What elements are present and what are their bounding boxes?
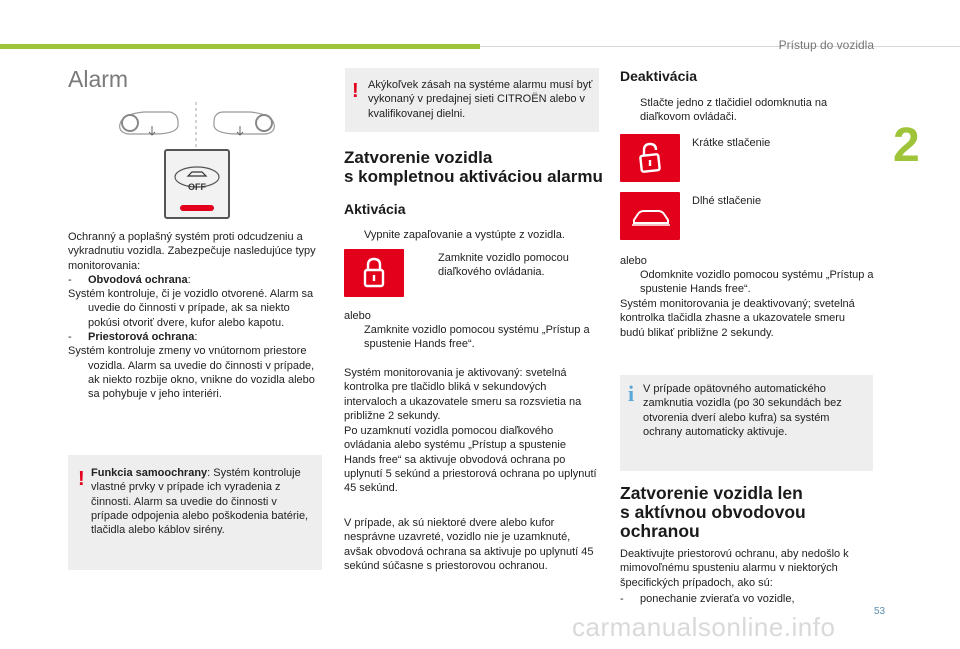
perimeter-label: Obvodová ochrana	[88, 273, 188, 286]
header-accent-bar	[0, 44, 480, 49]
activation-step-2: Zamknite vozidlo pomocou systému „Prístup a spustenie Hands free“.	[364, 324, 590, 351]
section-title: Prístup do vozidla	[778, 38, 874, 52]
perimeter-only-heading: Zatvorenie vozidla len s aktívnou obvodovou ochranou	[620, 483, 806, 541]
lock-button	[344, 249, 404, 297]
info-icon: i	[628, 381, 635, 406]
deactivation-step-2: Odomknite vozidlo pomocou systému „Prístup a spustenie Hands free“.	[640, 269, 874, 296]
perimeter-only-bullet: - ponechanie zvieraťa vo vozidle,	[620, 593, 795, 605]
auto-relock-info-text: V prípade opätovného automatického zamknutia vozidla (po 30 sekundách bez otvorenia dverí alebo kufra) sa systém ochrany automaticky aktivuje.	[643, 383, 842, 438]
page-number: 53	[874, 606, 886, 617]
deactivation-info: Systém monitorovania je deaktivovaný; svetelná kontrolka tlačidla zhasne a ukazovatele smeru budú blikať približne 2 sekundy.	[620, 298, 855, 339]
dash: -	[68, 273, 72, 286]
open-padlock-icon	[620, 134, 680, 182]
header-rule	[480, 46, 960, 47]
activation-info-2: Po uzamknutí vozidla pomocou diaľkového ovládania alebo systému „Prístup a spustenie Hands free“ sa aktivuje obvodová ochrana po uplynutí 5 sekúnd a priestorová ochrana po uplynutí 45 sekúnd.	[344, 425, 597, 495]
list-item-volumetric: - Priestorová ochrana:	[68, 331, 198, 344]
activation-heading: Aktivácia	[344, 201, 406, 217]
warning-body: : Systém kontroluje vlastné prvky v prípade ich vyradenia z činnosti. Alarm sa uvedie do činnosti v prípade odpojenia alebo poškodenia batérie, tlačidla alebo káblov sirény.	[91, 467, 309, 537]
alarm-intro: Ochranný a poplašný systém proti odcudzeniu a vykradnutiu vozidla. Zabezpečuje nasledujúce typy monitorovania:	[68, 231, 316, 272]
short-press-label: Krátke stlačenie	[692, 137, 771, 149]
warning-label: Funkcia samoochrany	[91, 467, 208, 479]
unlock-car-button	[620, 192, 680, 240]
self-protection-warning-text	[91, 466, 313, 537]
activation-info-3: V prípade, ak sú niektoré dvere alebo kufor nesprávne uzavreté, vozidlo nie je uzamknuté, avšak obvodová ochrana sa aktivuje po uplynutí 45 sekúnd súčasne s priestorovou ochranou.	[344, 517, 594, 572]
padlock-icon	[344, 249, 404, 297]
full-alarm-heading: Zatvorenie vozidla s kompletnou aktiváciou alarmu	[344, 148, 603, 186]
indicator-light	[180, 205, 214, 211]
car-unlock-icon	[620, 192, 680, 240]
alarm-button-illustration	[118, 100, 278, 222]
alarm-description	[68, 230, 323, 402]
deactivation-step-1: Stlačte jedno z tlačidiel odomknutia na diaľkovom ovládači.	[640, 97, 828, 124]
or-text: alebo	[344, 310, 371, 322]
list-item-perimeter: - Obvodová ochrana:	[68, 273, 191, 286]
unlock-button	[620, 134, 680, 182]
long-press-label: Dlhé stlačenie	[692, 195, 762, 207]
lock-hint: Zamknite vozidlo pomocou diaľkového ovládania.	[438, 252, 569, 279]
chapter-number: 2	[893, 119, 920, 172]
deactivation-heading: Deaktivácia	[620, 68, 698, 84]
or-text: alebo	[620, 255, 647, 267]
warning-icon: !	[352, 80, 359, 102]
perimeter-only-intro: Deaktivujte priestorovú ochranu, aby nedošlo k mimovoľnému spusteniu alarmu v niektorých špecifických prípadoch, ako sú:	[620, 548, 849, 589]
watermark: carmanualsonline.info	[572, 612, 836, 642]
off-label: OFF	[188, 182, 206, 192]
perimeter-text: Systém kontroluje, či je vozidlo otvorené. Alarm sa uvedie do činnosti v prípade, ak sa niekto pokúsi otvoriť dvere, kufor alebo kapotu.	[68, 288, 314, 329]
activation-info-1: Systém monitorovania je aktivovaný: svetelná kontrolka pre tlačidlo bliká v sekundových intervaloch a ukazovatele smeru sa rozsvietia na približne 2 sekundy.	[344, 367, 582, 422]
activation-step-1: Vypnite zapaľovanie a vystúpte z vozidla.	[364, 229, 565, 241]
page-title: Alarm	[68, 66, 129, 92]
service-warning-text: Akýkoľvek zásah na systéme alarmu musí byť vykonaný v predajnej sieti CITROËN alebo v kvalifikovanej dielni.	[368, 79, 593, 120]
dash: -	[68, 331, 72, 344]
warning-icon: !	[78, 468, 85, 490]
volumetric-text: Systém kontroluje zmeny vo vnútornom priestore vozidla. Alarm sa uvedie do činnosti v prípade, ak niekto rozbije okno, vnikne do vozidla alebo sa pohybuje v jeho interiéri.	[68, 345, 315, 401]
volumetric-label: Priestorová ochrana	[88, 331, 195, 344]
